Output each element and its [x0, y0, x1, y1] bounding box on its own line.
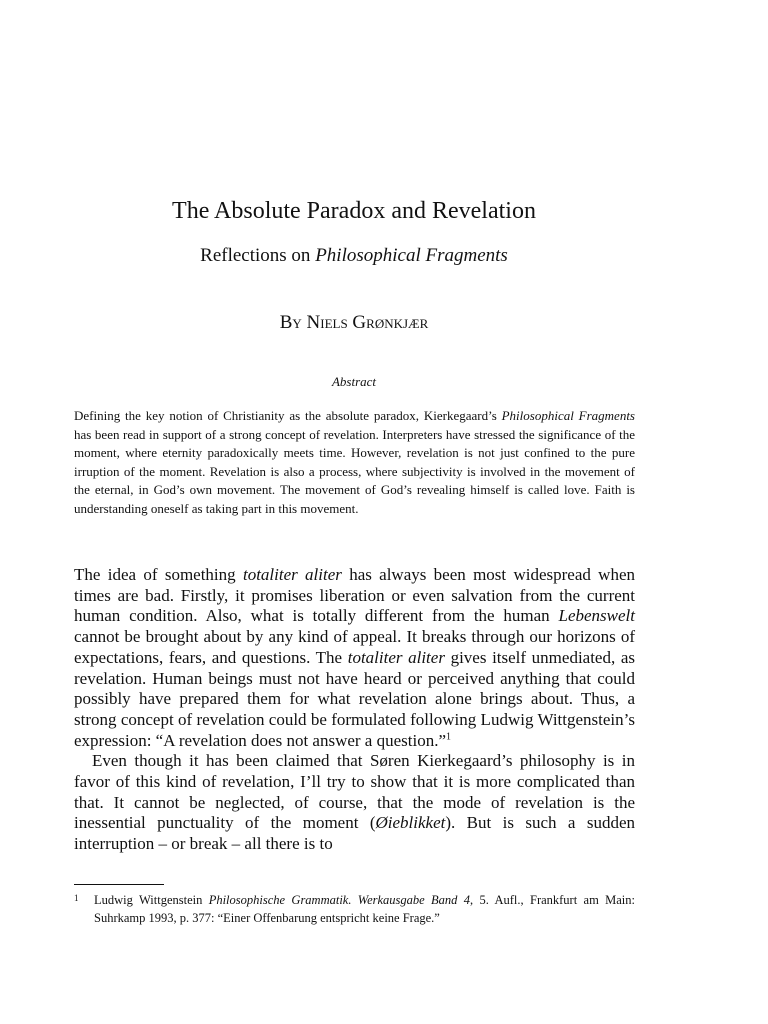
body-paragraph-1: [74, 565, 635, 751]
body-text-part: The idea of something: [74, 565, 243, 584]
body-italic-term: Øieblikket: [375, 813, 446, 833]
footnote-italic-title: Philosophische Grammatik. Werkausgabe Band 4: [208, 893, 471, 907]
footnote-text-part: Ludwig Wittgenstein: [94, 893, 209, 907]
abstract-italic-title: Philosophical Fragments: [501, 408, 635, 423]
paper-subtitle: [0, 243, 708, 269]
abstract-heading: Abstract: [331, 374, 377, 389]
subtitle-prefix: Reflections on: [200, 245, 316, 266]
paper-title: The Absolute Paradox and Revelation: [172, 198, 536, 224]
body-italic-term: totaliter aliter: [347, 647, 445, 667]
body-text-part: ). But is such a sudden interruption – or break – all there is to: [74, 813, 635, 854]
abstract-text-part: has been read in support of a strong concept of revelation. Interpreters have stressed the significance of the moment, where eternity paradoxically meets time. However, revelation is not just confined to the pure irruption of the moment. Revelation is also a process, where subjectivity is involved in the movement of the eternal, in God’s own movement. The movement of God’s revealing himself is called love. Faith is understanding oneself as taking part in this movement.: [74, 426, 635, 516]
footnote-divider: [74, 884, 164, 885]
body-text-part: has always been most widespread when times are bad. Firstly, it promises liberation or even salvation from the current human condition. Also, what is totally different from the human: [74, 565, 635, 626]
body-paragraph-2: [74, 751, 635, 855]
footnote: [74, 891, 635, 927]
footnote-row: [74, 891, 635, 927]
footnote-text: [94, 891, 635, 927]
body-text-part: gives itself unmediated, as revelation. Human beings must not have heard or perceived anything that could possibly have prepared them for what revelation alone brings about. Thus, a strong concept of revelation could be formulated following Ludwig Wittgenstein’s expression: “A revelation does not answer a question.”: [74, 647, 636, 750]
abstract-text-part: Defining the key notion of Christianity as the absolute paradox, Kierkegaard’s: [74, 408, 502, 423]
body-text-part: Even though it has been claimed that Søren Kierkegaard’s philosophy is in favor of this kind of revelation, I’ll try to show that it is more complicated than that. It cannot be neglected, of course, that the mode of revelation is the inessential punctuality of the moment (: [74, 751, 635, 833]
body-text-part: cannot be brought about by any kind of appeal. It breaks through our horizons of expectations, fears, and questions. The: [74, 627, 635, 667]
body-italic-term: totaliter aliter: [242, 565, 342, 584]
abstract-text: [74, 407, 635, 519]
body-text: [74, 565, 635, 855]
subtitle-italic: Philosophical Fragments: [315, 245, 508, 266]
footnote-text-part: , 5. Aufl., Frankfurt am Main: Suhrkamp 1993, p. 377: “Einer Offenbarung entspricht keine Frage.”: [94, 893, 635, 925]
body-italic-term: Lebenswelt: [558, 606, 635, 626]
paper-author: By Niels Grønkjær: [279, 312, 429, 333]
footnote-reference[interactable]: 1: [446, 730, 452, 742]
footnote-number: 1: [74, 893, 79, 903]
